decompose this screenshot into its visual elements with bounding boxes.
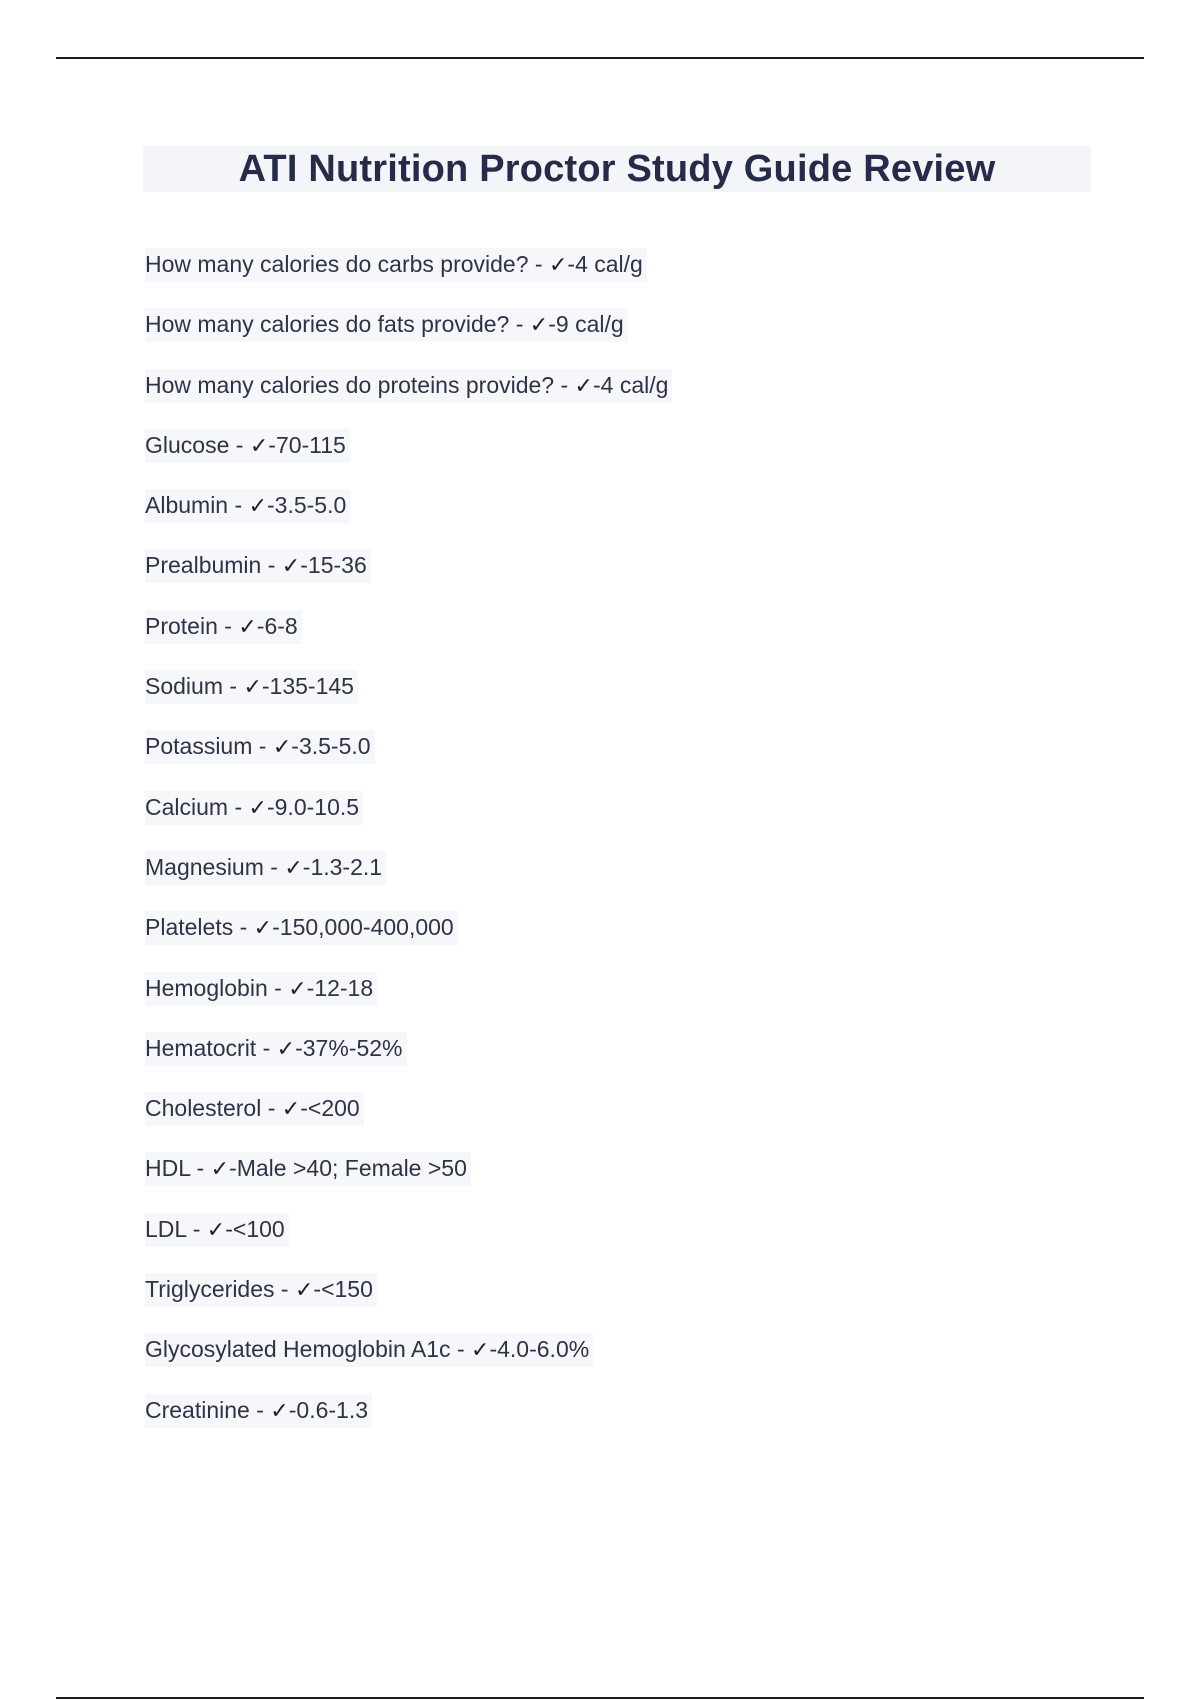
answer-prefix: - [266, 793, 275, 820]
separator: - [252, 733, 273, 760]
check-icon: ✓ [288, 976, 307, 1002]
answer-prefix: - [313, 1276, 322, 1303]
qa-row [145, 730, 375, 764]
answer-text: 4.0-6.0% [497, 1336, 590, 1363]
question-text: Hemoglobin [145, 974, 268, 1001]
answer-text: 4 cal/g [575, 251, 643, 277]
answer-prefix: - [225, 1215, 233, 1242]
check-icon: ✓ [529, 313, 549, 339]
separator: - [528, 251, 549, 277]
answer-prefix: - [548, 311, 556, 338]
check-icon: ✓ [249, 433, 269, 459]
separator: - [263, 853, 285, 880]
separator: - [222, 673, 244, 700]
qa-item [145, 1273, 1105, 1333]
answer-prefix: - [261, 673, 270, 700]
answer-text: 9.0-10.5 [274, 793, 360, 820]
qa-row [145, 911, 458, 945]
question-text: How many calories do proteins provide? [145, 371, 555, 398]
separator: - [249, 1396, 271, 1423]
qa-item [145, 610, 1105, 670]
question-text: Cholesterol [145, 1095, 262, 1122]
answer-text: Male >40; Female >50 [236, 1155, 467, 1182]
check-icon: ✓ [248, 494, 267, 520]
separator: - [228, 793, 249, 820]
qa-row [145, 1273, 377, 1307]
answer-prefix: - [267, 492, 275, 519]
qa-item [145, 1213, 1105, 1273]
question-text: Hematocrit [145, 1034, 257, 1061]
question-text: How many calories do carbs provide? [145, 251, 529, 277]
check-icon: ✓ [270, 1398, 289, 1424]
answer-prefix: - [592, 371, 601, 398]
question-text: Potassium [145, 733, 253, 760]
separator: - [190, 1155, 211, 1182]
answer-prefix: - [567, 251, 576, 277]
separator: - [261, 552, 282, 579]
answer-prefix: - [302, 853, 311, 880]
qa-row [145, 308, 628, 342]
qa-item [145, 851, 1105, 911]
qa-row [145, 489, 350, 523]
answer-text: 9 cal/g [555, 311, 624, 338]
qa-row [145, 369, 672, 403]
answer-text: <100 [232, 1215, 285, 1242]
qa-item [145, 670, 1105, 730]
question-text: Magnesium [145, 853, 264, 880]
question-text: Albumin [145, 492, 229, 519]
question-text: Glucose [145, 431, 230, 458]
separator: - [554, 371, 575, 398]
answer-prefix: - [300, 552, 308, 579]
qa-row [145, 1152, 471, 1186]
check-icon: ✓ [206, 1217, 226, 1243]
qa-list [145, 248, 1105, 1454]
separator: - [229, 431, 250, 458]
qa-item [145, 369, 1105, 429]
answer-text: 150,000-400,000 [279, 914, 454, 941]
qa-row [145, 791, 363, 825]
answer-text: 3.5-5.0 [298, 733, 371, 760]
question-text: Protein [145, 612, 218, 639]
answer-text: 70-115 [275, 431, 346, 458]
title-banner [143, 146, 1091, 192]
separator: - [233, 914, 254, 941]
answer-prefix: - [229, 1155, 237, 1182]
answer-prefix: - [288, 1396, 297, 1423]
check-icon: ✓ [281, 1097, 301, 1123]
question-text: LDL [145, 1215, 187, 1242]
answer-text: 0.6-1.3 [296, 1396, 369, 1423]
qa-item [145, 489, 1105, 549]
qa-item [145, 549, 1105, 609]
qa-item [145, 1394, 1105, 1454]
check-icon: ✓ [272, 735, 292, 761]
qa-item [145, 911, 1105, 971]
qa-row [145, 1092, 364, 1126]
answer-prefix: - [291, 733, 299, 760]
question-text: How many calories do fats provide? [145, 311, 510, 338]
answer-text: 1.3-2.1 [310, 853, 383, 880]
check-icon: ✓ [276, 1036, 296, 1062]
check-icon: ✓ [294, 1278, 314, 1304]
answer-prefix: - [295, 1034, 303, 1061]
answer-text: <150 [321, 1276, 373, 1303]
separator: - [217, 612, 239, 639]
answer-text: 4 cal/g [600, 371, 669, 398]
question-text: Sodium [145, 673, 223, 700]
check-icon: ✓ [243, 675, 262, 701]
qa-row [145, 972, 377, 1006]
qa-item [145, 1092, 1105, 1152]
qa-item [145, 791, 1105, 851]
question-text: HDL [145, 1155, 191, 1182]
question-text: Calcium [145, 793, 229, 820]
separator: - [261, 1095, 282, 1122]
question-text: Glycosylated Hemoglobin A1c [145, 1336, 451, 1363]
answer-prefix: - [272, 914, 280, 941]
separator: - [509, 311, 530, 338]
check-icon: ✓ [574, 373, 593, 399]
qa-item [145, 1032, 1105, 1092]
qa-item [145, 248, 1105, 308]
qa-row [145, 610, 302, 644]
separator: - [186, 1215, 207, 1242]
separator: - [274, 1276, 295, 1303]
qa-row [145, 248, 647, 282]
answer-text: 15-36 [307, 552, 367, 579]
question-text: Platelets [145, 914, 234, 941]
check-icon: ✓ [281, 554, 301, 580]
answer-text: 12-18 [314, 974, 374, 1001]
check-icon: ✓ [284, 855, 303, 881]
answer-text: 135-145 [269, 673, 354, 700]
answer-prefix: - [306, 974, 315, 1001]
answer-prefix: - [256, 612, 265, 639]
footer-rule [56, 1697, 1144, 1699]
qa-item [145, 429, 1105, 489]
answer-text: 37%-52% [302, 1034, 403, 1061]
qa-row [145, 1394, 372, 1428]
separator: - [450, 1336, 472, 1363]
check-icon: ✓ [248, 795, 267, 821]
qa-row [145, 1213, 289, 1247]
answer-text: 6-8 [264, 612, 298, 639]
qa-row [145, 1032, 407, 1066]
answer-prefix: - [268, 431, 276, 458]
check-icon: ✓ [253, 916, 273, 942]
qa-item [145, 1152, 1105, 1212]
check-icon: ✓ [210, 1157, 230, 1183]
header-rule [56, 57, 1144, 59]
qa-row [145, 429, 350, 463]
qa-item [145, 730, 1105, 790]
separator: - [228, 492, 249, 519]
separator: - [267, 974, 289, 1001]
question-text: Prealbumin [145, 552, 262, 579]
question-text: Triglycerides [145, 1276, 275, 1303]
check-icon: ✓ [471, 1338, 490, 1364]
check-icon: ✓ [238, 614, 257, 640]
page-title: ATI Nutrition Proctor Study Guide Review [238, 148, 996, 190]
answer-prefix: - [300, 1095, 308, 1122]
qa-item [145, 972, 1105, 1032]
qa-row [145, 851, 386, 885]
qa-item [145, 1333, 1105, 1393]
question-text: Creatinine [145, 1396, 250, 1423]
answer-text: <200 [307, 1095, 360, 1122]
qa-row [145, 549, 371, 583]
answer-text: 3.5-5.0 [274, 492, 347, 519]
separator: - [256, 1034, 277, 1061]
answer-prefix: - [489, 1336, 498, 1363]
qa-row [145, 1333, 593, 1367]
check-icon: ✓ [548, 253, 568, 278]
qa-item [145, 308, 1105, 368]
qa-row [145, 670, 358, 704]
